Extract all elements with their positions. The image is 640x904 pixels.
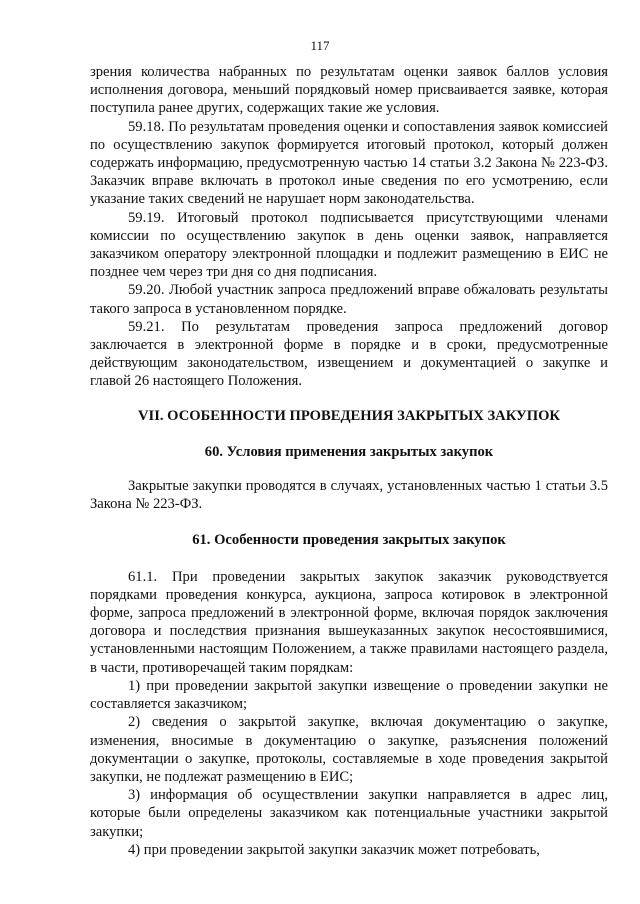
paragraph-59-21: 59.21. По результатам проведения запроса предложений договор заключается в электронной форме в порядке и в сроки, предусмотренные действующим законодательством, извещением и документацией о закупке и главой 26 настоящего Положения. <box>90 318 608 390</box>
subsection-60-text: Закрытые закупки проводятся в случаях, установленных частью 1 статьи 3.5 Закона № 223-ФЗ. <box>90 478 608 513</box>
paragraph-continuation: зрения количества набранных по результатам оценки заявок баллов условия исполнения договора, меньший порядковый номер присваивается заявке, которая поступила ранее других, содержащих такие же условия. <box>90 64 608 117</box>
list-item-1: 1) при проведении закрытой закупки извещение о проведении закупки не составляется заказчиком; <box>90 677 608 713</box>
page-content <box>90 63 608 859</box>
page-number: 117 <box>310 38 330 53</box>
paragraph-59-18: 59.18. По результатам проведения оценки и сопоставления заявок комиссией по осуществлению закупок формируется итоговый протокол, который должен содержать информацию, предусмотренную частью 14 статьи 3.2 Закона № 223-ФЗ. Заказчик вправе включать в протокол иные сведения по его усмотрению, если указание таких сведений не нарушает норм законодательства. <box>90 118 608 208</box>
list-item-2: 2) сведения о закрытой закупке, включая документацию о закупке, изменения, вносимые в документацию о закупке, разъяснения положений документации о закупке, протоколы, составляемые в ходе проведения закрытой закупки, не подлежат размещению в ЕИС; <box>90 714 608 785</box>
section-title: VII. ОСОБЕННОСТИ ПРОВЕДЕНИЯ ЗАКРЫТЫХ ЗАКУПОК <box>137 407 560 424</box>
subsection-61-title: 61. Особенности проведения закрытых закупок <box>192 532 506 549</box>
paragraph-59-20: 59.20. Любой участник запроса предложений вправе обжаловать результаты такого запроса в установленном порядке. <box>90 282 608 317</box>
subsection-60-title: 60. Условия применения закрытых закупок <box>204 443 494 460</box>
list-item-4: 4) при проведении закрытой закупки заказчик может потребовать, <box>128 841 540 858</box>
paragraph-59-19: 59.19. Итоговый протокол подписывается присутствующими членами комиссии по осуществлению закупок в день оценки заявок, направляется заказчиком оператору электронной площадки и подлежит размещению в ЕИС не позднее чем через три дня со дня подписания. <box>90 209 608 281</box>
paragraph-61-1: 61.1. При проведении закрытых закупок заказчик руководствуется порядками проведения конкурса, аукциона, запроса котировок в электронной форме, запроса предложений в электронной форме, включая порядок заключения договора и последствия признания вышеуказанных закупок несостоявшимися, установленными настоящим Положением, а также правилами настоящего раздела, в части, противоречащей таким порядкам: <box>90 568 608 676</box>
list-item-3: 3) информация об осуществлении закупки направляется в адрес лиц, которые были определены заказчиком как потенциальные участники закрытой закупки; <box>90 787 608 840</box>
